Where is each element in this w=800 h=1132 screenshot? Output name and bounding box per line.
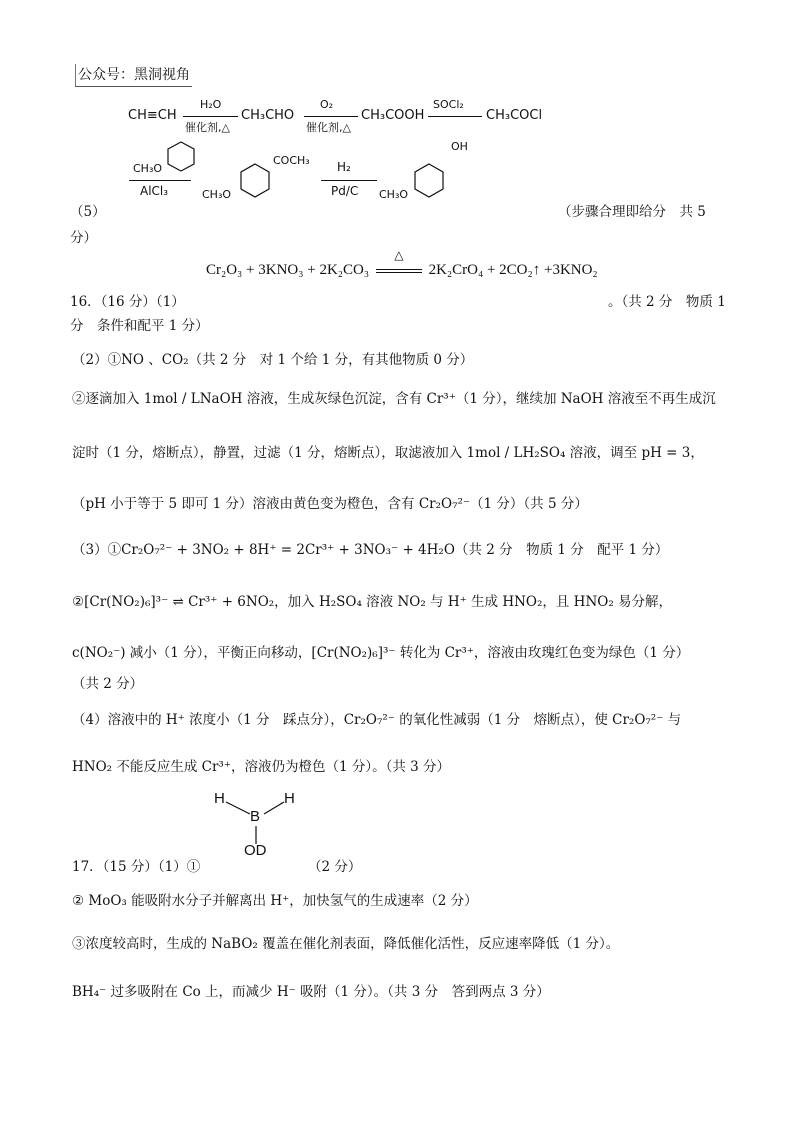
q5-note: （步骤合理即给分 共 5 <box>558 204 706 220</box>
arrow2 <box>304 116 358 117</box>
benzene-ring-icon <box>237 162 273 200</box>
reagent-top-label: CH₃O <box>133 162 163 175</box>
benzene-ring-icon <box>411 162 447 200</box>
struct-h-right: H <box>284 790 295 807</box>
arrow5-bottom-label: Pd/C <box>331 184 359 198</box>
benzene-ring-icon <box>165 140 197 174</box>
q16-part4-cont: HNO₂ 不能反应生成 Cr³⁺，溶液仍为橙色（1 分）。（共 3 分） <box>72 759 451 775</box>
q16-part2-b1: ②逐滴加入 1mol / LNaOH 溶液，生成灰绿色沉淀，含有 Cr³⁺（1 分），继续加 NaOH 溶液至不再生成沉 <box>72 391 716 407</box>
q5-label: （5） <box>70 204 106 220</box>
scheme-product1: CH₃CHO <box>241 108 295 123</box>
heat-icon: △ <box>394 248 404 262</box>
scheme-product2: CH₃COOH <box>361 108 425 123</box>
bond-lines <box>212 790 302 850</box>
q16-part2: （2）①NO 、CO₂（共 2 分 对 1 个给 1 分，有其他物质 0 分） <box>72 352 474 368</box>
reagent-bottom-label: AlCl₃ <box>140 184 169 198</box>
reaction-scheme-row1 <box>128 98 568 138</box>
q16-part4: （4）溶液中的 H⁺ 浓度小（1 分 踩点分），Cr₂O₇²⁻ 的氧化性减弱（1 分 熔断点），使 Cr₂O₇²⁻ 与 <box>72 712 682 728</box>
q16-part2-b3: （pH 小于等于 5 即可 1 分）溶液由黄色变为橙色，含有 Cr₂O₇²⁻（1 分）（共 5 分） <box>72 496 588 512</box>
q16-part3-b2: c(NO₂⁻) 减小（1 分），平衡正向移动，[Cr(NO₂)₆]³⁻ 转化为 Cr³⁺，溶液由玫瑰红色变为绿色（1 分） <box>72 645 690 661</box>
product4-substituent: CH₃O <box>202 188 232 201</box>
struct-od: OD <box>244 842 267 859</box>
arrow2-top-label: O₂ <box>320 98 334 111</box>
reaction-scheme-row2 <box>125 140 605 210</box>
arrow5 <box>321 180 377 181</box>
q16-part3-score: （共 2 分） <box>72 676 144 692</box>
arrow5-top-label: H₂ <box>337 160 351 174</box>
q16-score: 。（共 2 分 物质 1 <box>608 294 726 310</box>
arrow1-top-label: H₂O <box>200 98 222 111</box>
arrow2-bottom-label: 催化剂,△ <box>306 121 351 134</box>
equation-right: 2K₂CrO₄ + 2CO₂↑ +3KNO₂ <box>428 262 598 278</box>
borohydride-structure <box>212 790 302 860</box>
q5-note-cont: 分） <box>70 230 97 246</box>
arrow1 <box>183 116 238 117</box>
q17-score: （2 分） <box>308 859 362 875</box>
equation-left: Cr₂O₃ + 3KNO₃ + 2K₂CO₃ <box>206 262 370 278</box>
q16-equation <box>206 248 598 279</box>
arrow3 <box>428 116 482 117</box>
struct-h-left: H <box>214 790 225 807</box>
product5-group: OH <box>451 140 468 153</box>
q17-part3-cont: BH₄⁻ 过多吸附在 Co 上，而减少 H⁻ 吸附（1 分）。（共 3 分 答到两点 3 分） <box>72 984 550 1000</box>
q16-score-cont: 分 条件和配平 1 分） <box>70 318 209 334</box>
product4-group: COCH₃ <box>273 154 310 167</box>
q16-part3: （3）①Cr₂O₇²⁻ + 3NO₂ + 8H⁺ = 2Cr³⁺ + 3NO₃⁻ + 4H₂O（共 2 分 物质 1 分 配平 1 分） <box>72 542 669 558</box>
watermark: 公众号：黑洞视角 <box>75 64 192 87</box>
equals-sign <box>376 269 422 273</box>
arrow4 <box>129 180 191 181</box>
q16-part3-b1: ②[Cr(NO₂)₆]³⁻ ⇌ Cr³⁺ + 6NO₂，加入 H₂SO₄ 溶液 NO₂ 与 H⁺ 生成 HNO₂，且 HNO₂ 易分解， <box>72 594 673 610</box>
struct-b: B <box>250 808 261 825</box>
q17-header: 17．（15 分）（1）① <box>72 859 201 875</box>
q16-part2-b2: 淀时（1 分，熔断点），静置，过滤（1 分，熔断点），取滤液加入 1mol / LH₂SO₄ 溶液，调至 pH = 3， <box>72 445 704 461</box>
scheme-start: CH≡CH <box>128 108 177 123</box>
q17-part2: ② MoO₃ 能吸附水分子并解离出 H⁺，加快氢气的生成速率（2 分） <box>72 893 478 909</box>
product5-substituent: CH₃O <box>379 188 409 201</box>
q16-header: 16．（16 分）（1） <box>70 294 185 310</box>
scheme-product3: CH₃COCl <box>486 108 543 123</box>
arrow3-top-label: SOCl₂ <box>433 98 464 111</box>
arrow1-bottom-label: 催化剂,△ <box>185 121 230 134</box>
q17-part3: ③浓度较高时，生成的 NaBO₂ 覆盖在催化剂表面，降低催化活性，反应速率降低（1 分）。 <box>72 936 620 952</box>
